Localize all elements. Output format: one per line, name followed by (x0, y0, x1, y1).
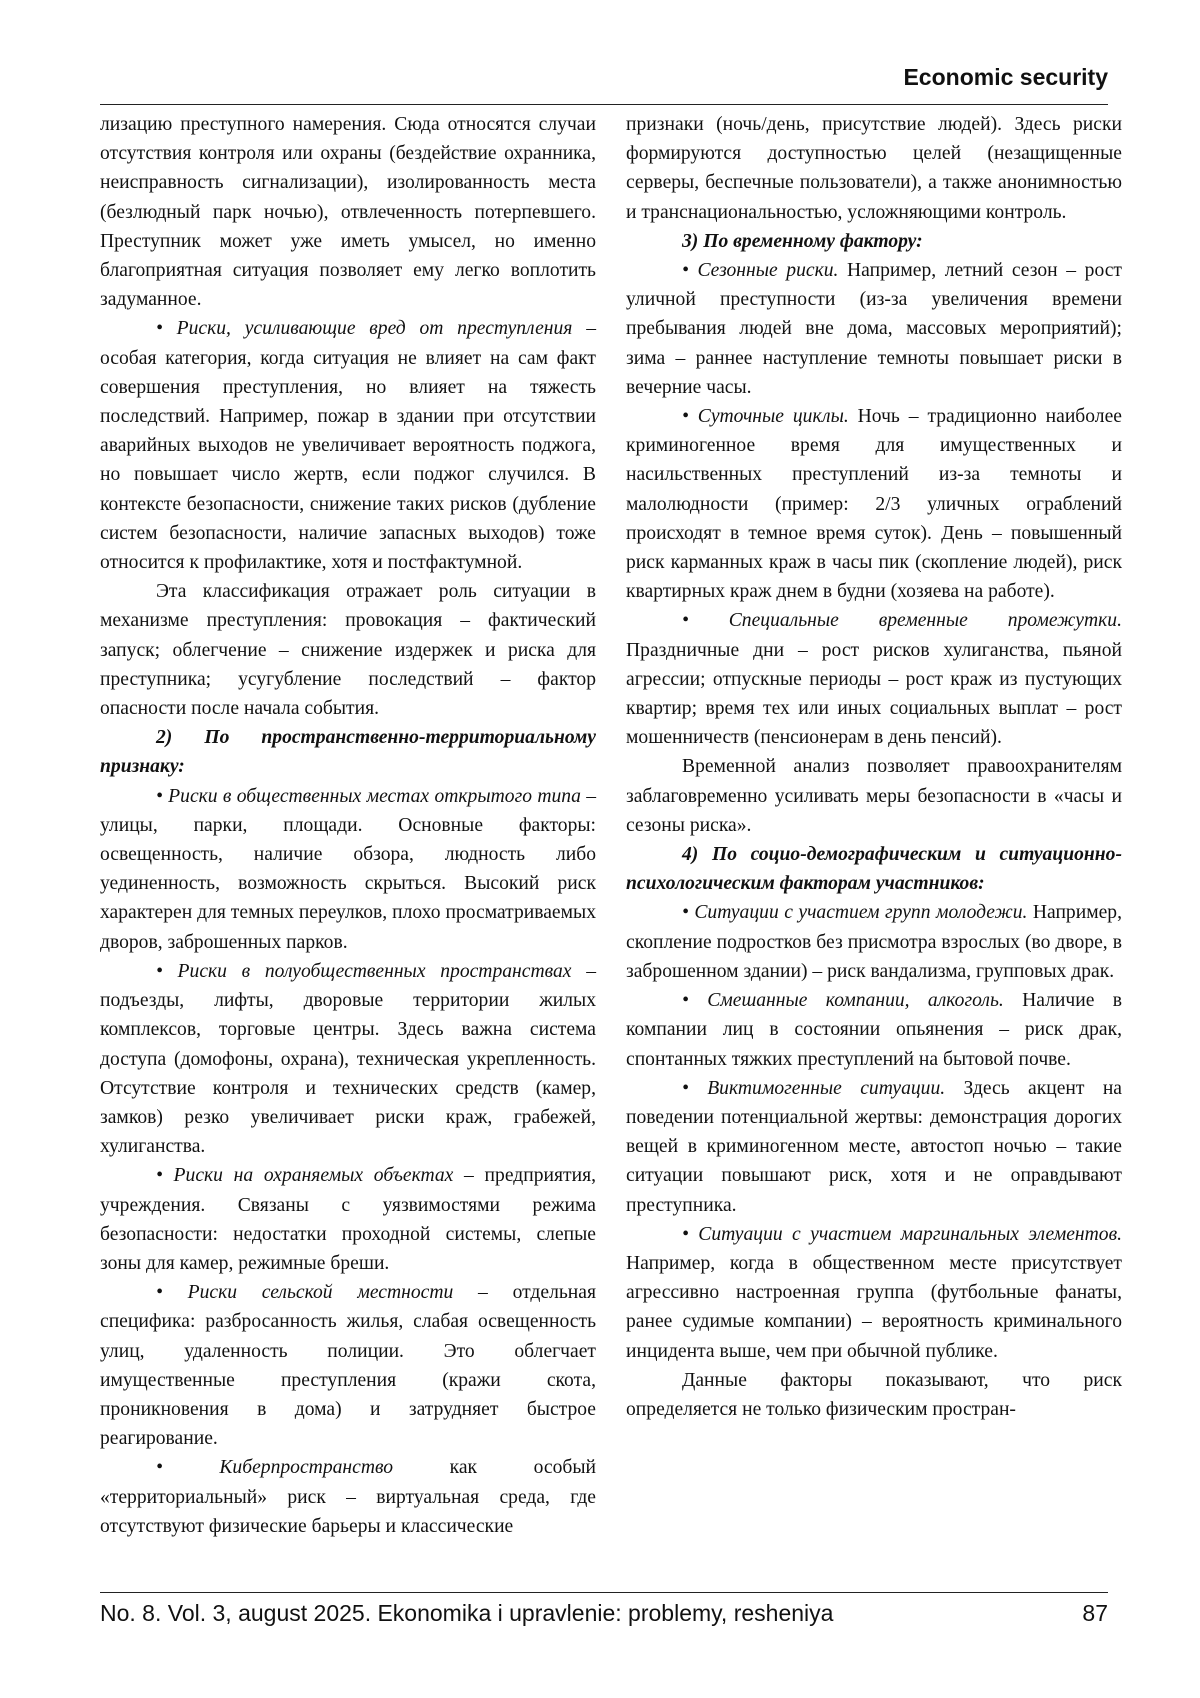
list-item-term: • Риски в полуобщественных пространствах (156, 960, 572, 982)
list-item-text: – подъезды, лифты, дворовые территории жилых комплексов, торговые центры. Здесь важна система доступа (домофоны, охрана), техническая укрепленность. Отсутствие контроля и технических средств (камер, замков) резко увеличивает риски краж, грабежей, хулиганства. (100, 960, 596, 1158)
list-item-text: Например, скопление подростков без присмотра взрослых (во дворе, в заброшенном здании) – риск вандализма, групповых драк. (626, 902, 1123, 982)
list-item (100, 1161, 596, 1278)
left-text-column (100, 110, 596, 1541)
list-item-text: Наличие в компании лиц в состоянии опьянения – риск драк, спонтанных тяжких преступлений на бытовой почве. (626, 990, 1122, 1070)
list-item (626, 986, 1122, 1074)
list-item (626, 898, 1122, 986)
list-item-text: Например, летний сезон – рост уличной преступности (из-за увеличения времени пребывания людей вне дома, массовых мероприятий); зима – раннее наступление темноты повышает риски в вечерние часы. (626, 260, 1122, 398)
list-item (100, 1278, 596, 1453)
section-title: Economic security (903, 64, 1108, 90)
footer-citation: No. 8. Vol. 3, august 2025. Ekonomika i upravlenie: problemy, resheniya (100, 1600, 834, 1626)
list-item-text: Здесь акцент на поведении потенциальной жертвы: демонстрация дорогих вещей в криминогенном месте, автостоп ночью – такие ситуации повышают риск, хотя и не оправдывают преступника. (626, 1077, 1122, 1216)
list-item-term: • Виктимогенные ситуации. (682, 1077, 946, 1099)
list-item (626, 256, 1122, 402)
list-item (626, 1074, 1122, 1220)
section-heading: 3) По временному фактору: (682, 230, 923, 252)
paragraph: Эта классификация отражает роль ситуации в механизме преступления: провокация – фактический запуск; облегчение – снижение издержек и риска для преступника; усугубление последствий – фактор опасности после начала события. (100, 581, 596, 720)
paragraph-continuation: признаки (ночь/день, присутствие людей). Здесь риски формируются доступностью целей (незащищенные серверы, беспечные пользователи), а также анонимностью и транснациональностью, усложняющими контроль. (626, 114, 1122, 223)
section-heading: 4) По социо-демографическим и ситуационно-психологическим факторам участников: (626, 844, 1122, 895)
list-item (100, 314, 596, 577)
list-item (100, 957, 596, 1161)
list-item-term: • Риски в общественных местах открытого типа (156, 785, 581, 807)
list-item-text: – предприятия, учреждения. Связаны с уязвимостями режима безопасности: недостатки проходной системы, слепые зоны для камер, режимные бреши. (100, 1165, 596, 1274)
header-divider (100, 104, 1108, 105)
list-item-term: • Специальные временные промежутки. (682, 610, 1122, 632)
list-item-term: • Сезонные риски. (682, 260, 839, 282)
list-item-term: • Киберпространство (156, 1457, 394, 1479)
list-item-term: • Ситуации с участием групп молодежи. (682, 902, 1028, 924)
footer-divider (100, 1592, 1108, 1593)
list-item-text: Ночь – традиционно наиболее криминогенное время для имущественных и насильственных преступлений из-за темноты и малолюдности (пример: 2/3 уличных ограблений происходят в темное время суток). День – повышенный риск карманных краж в часы пик (скопление людей), риск квартирных краж днем в будни (хозяева на работе). (626, 406, 1122, 603)
list-item-term: • Риски, усиливающие вред от преступления (156, 318, 573, 340)
list-item-text: – улицы, парки, площади. Основные факторы: освещенность, наличие обзора, людность либо уединенность, возможность скрыться. Высокий риск характерен для темных переулков, плохо просматриваемых дворов, заброшенных парков. (100, 785, 596, 953)
list-item (626, 1220, 1122, 1366)
list-item (100, 1453, 596, 1541)
list-item (626, 402, 1122, 606)
list-item (100, 782, 596, 957)
right-text-column (626, 110, 1122, 1424)
list-item-text: Праздничные дни – рост рисков хулиганства, пьяной агрессии; отпускные периоды – рост краж из пустующих квартир; время тех или иных социальных выплат – рост мошенничеств (пенсионерам в день пенсий). (626, 639, 1122, 749)
list-item-text: – отдельная специфика: разбросанность жилья, слабая освещенность улиц, удаленность полиции. Это облегчает имущественные преступления (кражи скота, проникновения в дома) и затрудняет быстрое реагирование. (100, 1282, 597, 1450)
list-item-term: • Риски сельской местности (156, 1282, 454, 1304)
list-item (626, 606, 1122, 752)
list-item-term: • Суточные циклы. (682, 406, 849, 428)
section-heading: 2) По пространственно-территориальному признаку: (100, 727, 596, 778)
list-item-term: • Риски на охраняемых объектах (156, 1165, 454, 1187)
list-item-term: • Смешанные компании, алкоголь. (682, 990, 1004, 1012)
list-item-text: – особая категория, когда ситуация не влияет на сам факт совершения преступления, но влияет на тяжесть последствий. Например, пожар в здании при отсутствии аварийных выходов не увеличивает вероятность поджога, но повышает число жертв, если поджог случился. В контексте безопасности, снижение таких рисков (дубление систем безопасности, наличие запасных выходов) тоже относится к профилактике, хотя и постфактумной. (100, 318, 596, 574)
list-item-text: Например, когда в общественном месте присутствует агрессивно настроенная группа (футбольные фанаты, ранее судимые компании) – вероятность криминального инцидента выше, чем при обычной публике. (626, 1252, 1122, 1362)
page-number: 87 (1082, 1600, 1108, 1626)
list-item-term: • Ситуации с участием маргинальных элементов. (682, 1223, 1122, 1245)
paragraph: Временной анализ позволяет правоохранителям заблаговременно усиливать меры безопасности в «часы и сезоны риска». (626, 756, 1122, 836)
paragraph-continuation: лизацию преступного намерения. Сюда относятся случаи отсутствия контроля или охраны (бездействие охранника, неисправность сигнализации), изолированность места (безлюдный парк ночью), отвлеченность потерпевшего. Преступник может уже иметь умысел, но именно благоприятная ситуация позволяет ему легко воплотить задуманное. (100, 114, 596, 311)
list-item-text: как особый «территориальный» риск – виртуальная среда, где отсутствуют физические барьеры и классические (100, 1457, 596, 1537)
paragraph: Данные факторы показывают, что риск определяется не только физическим простран- (626, 1369, 1122, 1420)
